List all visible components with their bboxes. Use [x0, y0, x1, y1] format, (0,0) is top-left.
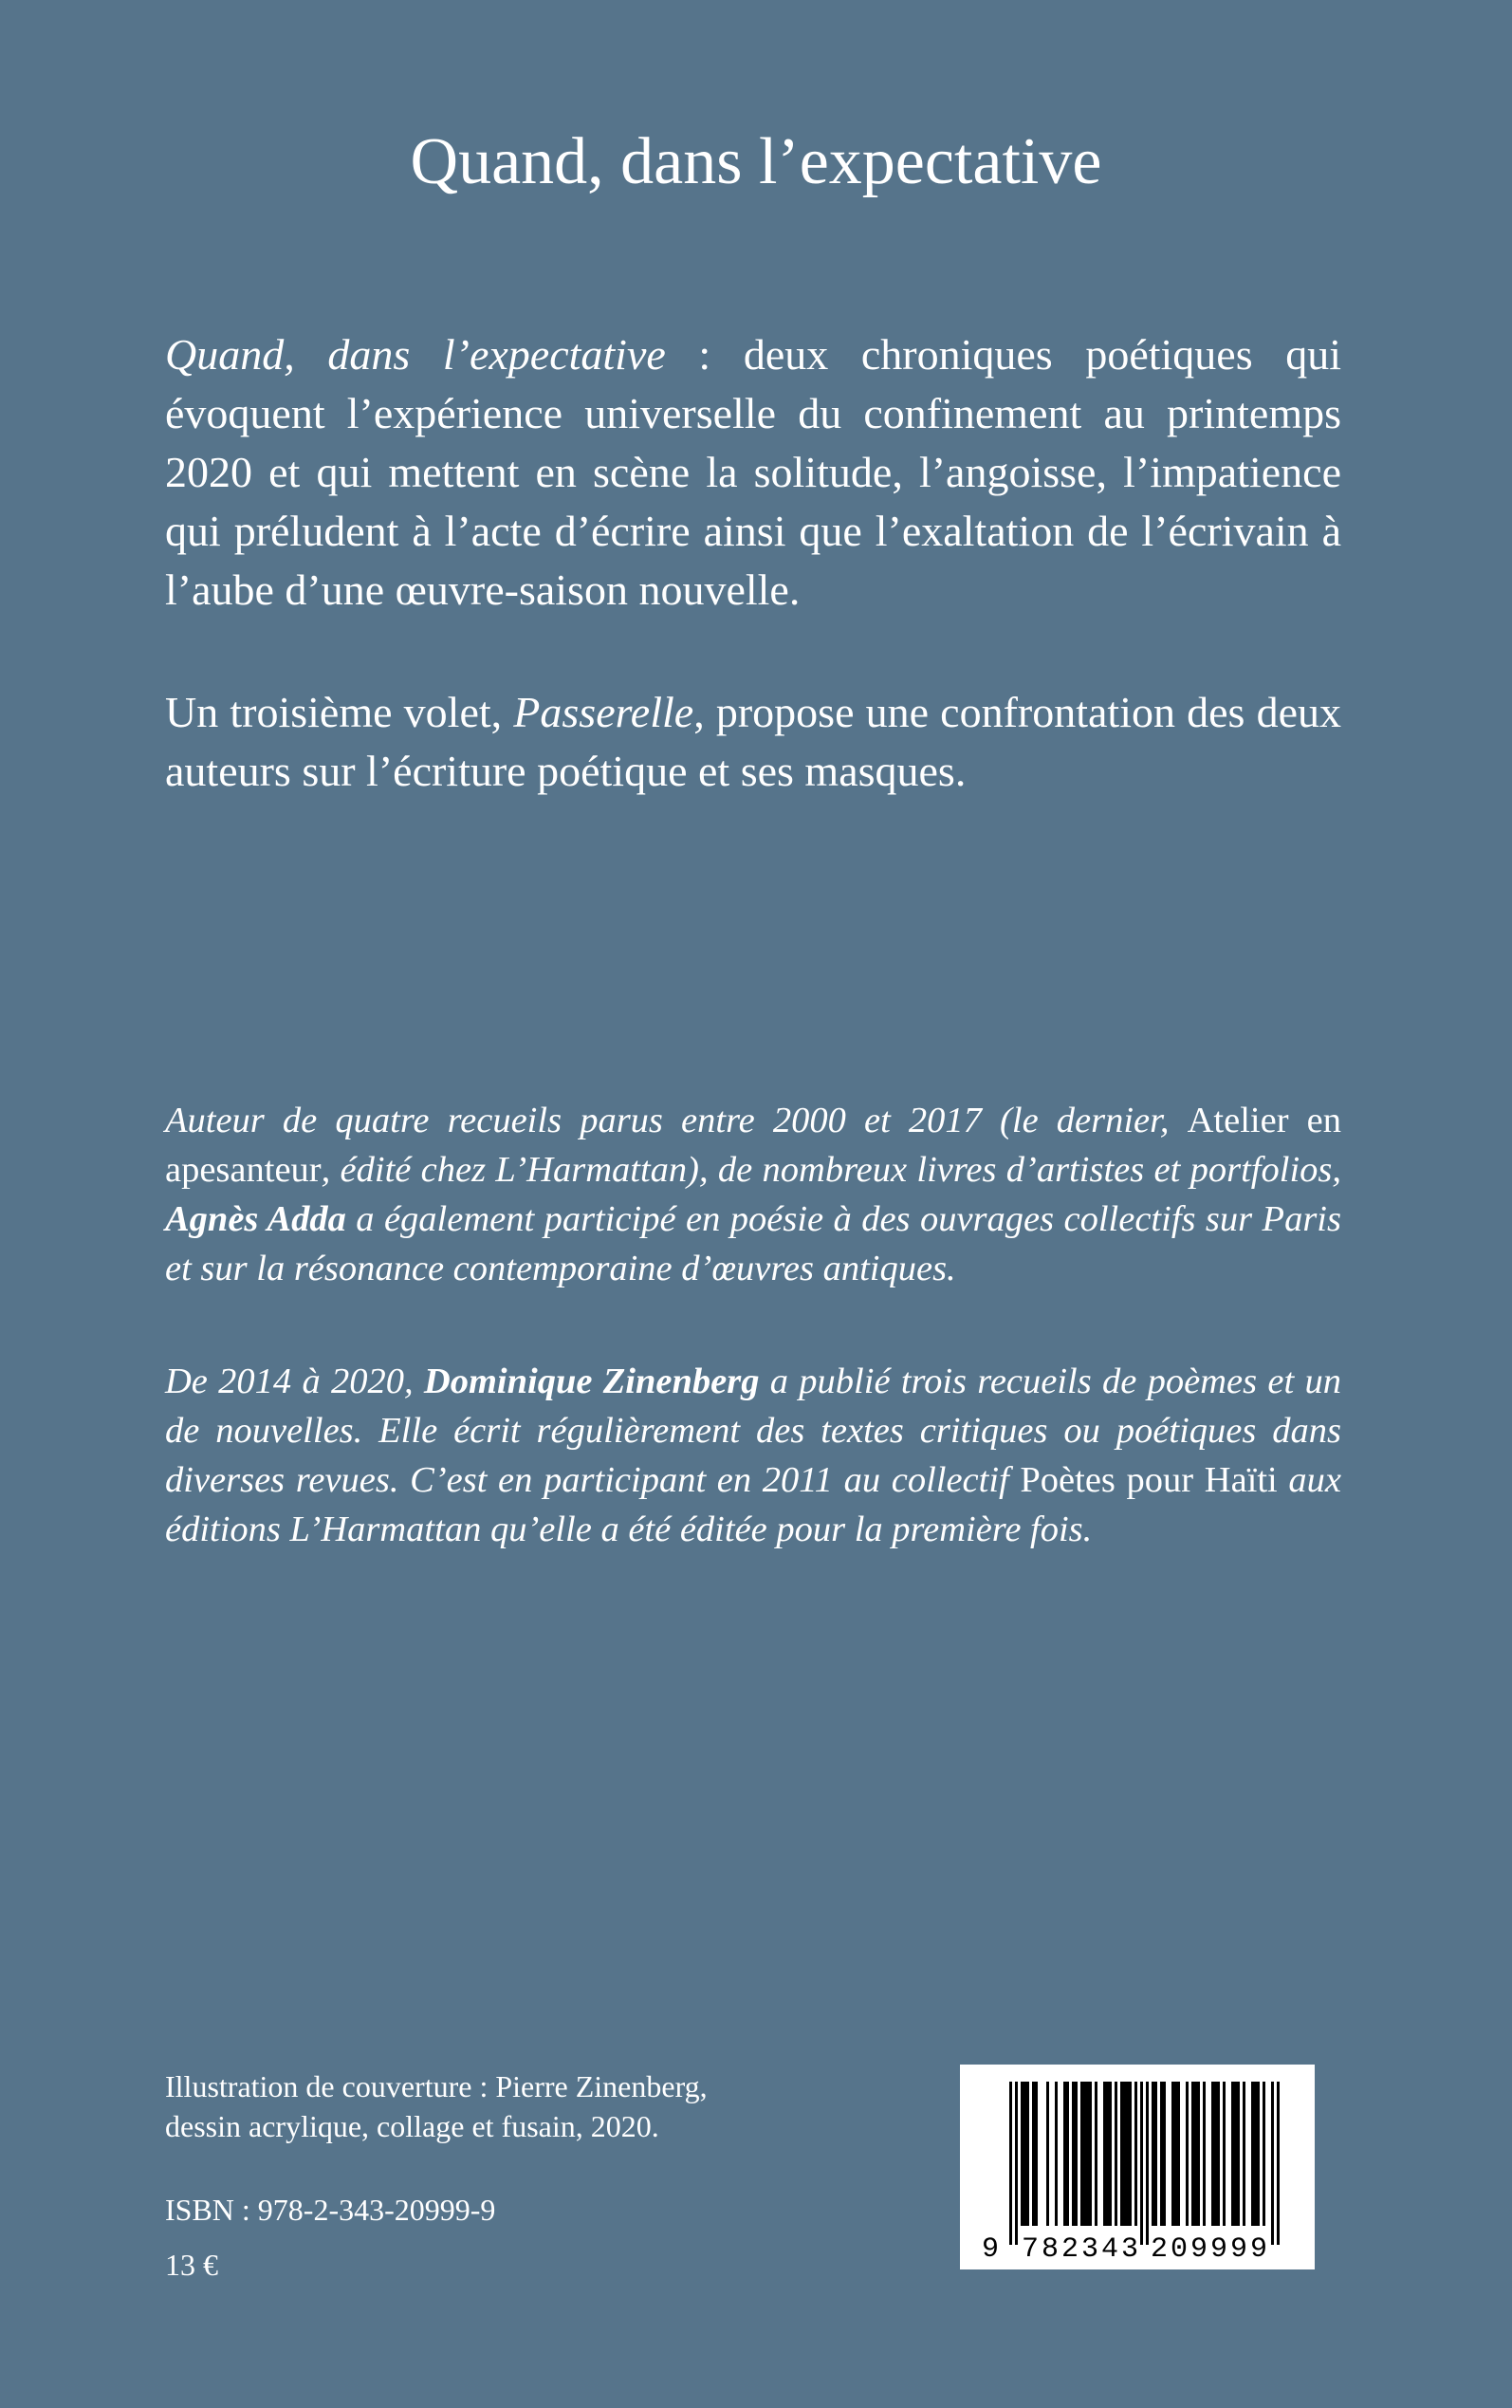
- barcode-bar: [1277, 2082, 1280, 2245]
- summary-paragraph-1: [165, 325, 1341, 620]
- bio1-part1: Auteur de quatre recueils parus entre 2000 et 2017 (le dernier,: [165, 1101, 1188, 1140]
- price: 13 €: [165, 2248, 218, 2282]
- barcode-bar: [1197, 2082, 1200, 2226]
- barcode-bar: [1075, 2082, 1078, 2226]
- barcode-bar: [1140, 2082, 1143, 2245]
- book-title: Quand, dans l’expectative: [410, 125, 1102, 198]
- barcode-bar: [1035, 2082, 1038, 2226]
- credit-line-2: dessin acrylique, collage et fusain, 2020.: [165, 2109, 659, 2143]
- bio1-part2: , édité chez L’Harmattan), de nombreux livres d’artistes et portfolios,: [321, 1150, 1341, 1190]
- barcode-bar: [1095, 2082, 1097, 2226]
- barcode-bar: [1023, 2082, 1026, 2226]
- bio1-part3: a également participé en poésie à des ouvrages collectifs sur Paris et sur la résonance contemporaine d’œuvres antiques.: [165, 1199, 1341, 1288]
- bio2-part2: a publié trois recueils de poèmes et un de nouvelles. Elle écrit régulièrement des textes critiques ou poétiques dans diverses revues. C’est en participant en 2011 au collectif: [165, 1361, 1341, 1500]
- summary-paragraph-2-text: , propose une confrontation des deux auteurs sur l’écriture poétique et ses masques.: [165, 688, 1342, 795]
- barcode-bar: [1237, 2082, 1240, 2226]
- barcode-bar: [1217, 2082, 1220, 2226]
- barcode-bar: [1171, 2082, 1174, 2226]
- barcode-bar: [1086, 2082, 1089, 2226]
- barcode-bar: [1177, 2082, 1180, 2226]
- barcode-bar: [1120, 2082, 1123, 2226]
- summary-paragraph-2-start: Un troisième volet,: [165, 688, 514, 736]
- barcode-bar: [1254, 2082, 1257, 2226]
- bio2-part3: aux éditions L’Harmattan qu’elle a été éditée pour la première fois.: [165, 1460, 1341, 1549]
- barcode-bar: [1083, 2082, 1086, 2226]
- barcode-bar: [1009, 2082, 1012, 2245]
- barcode-bar: [1271, 2082, 1274, 2245]
- barcode-bar: [1154, 2082, 1157, 2226]
- bio1-book-title: Atelier en apesanteur: [165, 1101, 1341, 1190]
- barcode-bar: [1263, 2082, 1265, 2226]
- summary-paragraph-2: [165, 683, 1341, 801]
- barcode-bar: [1134, 2082, 1137, 2226]
- summary-paragraph-1-text: : deux chroniques poétiques qui évoquent l’expérience universelle du confinement au printemps 2020 et qui mettent en scène la solitude, l’angoisse, l’impatience qui préludent à l’acte d’écrire ainsi que l’exaltation de l’écrivain à l’aube d’une œuvre-saison nouvelle.: [165, 330, 1342, 614]
- barcode-bar: [1123, 2082, 1126, 2226]
- barcode-bars: [1009, 2082, 1280, 2245]
- barcode-bar: [1174, 2082, 1177, 2226]
- barcode-bar: [1186, 2082, 1189, 2226]
- barcode-bar: [1072, 2082, 1075, 2226]
- barcode-bar: [1015, 2082, 1018, 2245]
- bio1-author-name: Agnès Adda: [165, 1199, 346, 1239]
- barcode-digits-right: 209999: [1150, 2233, 1271, 2266]
- barcode-bar: [1191, 2082, 1194, 2226]
- credit-line-1: Illustration de couverture : Pierre Zinenberg,: [165, 2069, 708, 2103]
- barcode-bar: [1063, 2082, 1066, 2226]
- barcode-bar: [1109, 2082, 1112, 2226]
- barcode-bar: [1046, 2082, 1049, 2226]
- barcode-bar: [1026, 2082, 1029, 2226]
- barcode-bar: [1103, 2082, 1106, 2226]
- bio2-collective-title: Poètes pour Haïti: [1020, 1460, 1278, 1500]
- barcode-bar: [1089, 2082, 1092, 2226]
- barcode-bar: [1243, 2082, 1245, 2226]
- barcode-bar: [1115, 2082, 1117, 2226]
- barcode-bar: [1214, 2082, 1217, 2226]
- barcode-bar: [1194, 2082, 1197, 2226]
- barcode-bar: [1106, 2082, 1109, 2226]
- barcode-bar: [1251, 2082, 1254, 2226]
- barcode-bar: [1234, 2082, 1237, 2226]
- barcode-bar: [1163, 2082, 1166, 2226]
- barcode-bar: [1257, 2082, 1260, 2226]
- barcode-bar: [1129, 2082, 1132, 2226]
- author-bio-zinenberg: [165, 1357, 1341, 1554]
- barcode-bar: [1203, 2082, 1206, 2226]
- barcode-bar: [1211, 2082, 1214, 2226]
- cover-illustration-credit: [165, 2066, 829, 2146]
- barcode-bar: [1032, 2082, 1035, 2226]
- barcode: [960, 2065, 1315, 2269]
- barcode-bar: [1160, 2082, 1163, 2226]
- isbn: ISBN : 978-2-343-20999-9: [165, 2193, 496, 2227]
- barcode-bar: [1066, 2082, 1069, 2226]
- barcode-bar: [1021, 2082, 1023, 2226]
- barcode-bar: [1223, 2082, 1226, 2226]
- barcode-bar: [1146, 2082, 1149, 2245]
- barcode-bar: [1231, 2082, 1234, 2226]
- barcode-bar: [1152, 2082, 1154, 2226]
- passerelle-italic: Passerelle: [513, 688, 694, 736]
- barcode-digits-left: 782343: [1021, 2233, 1142, 2266]
- barcode-graphic: [960, 2065, 1315, 2269]
- summary-title-italic: Quand, dans l’expectative: [165, 330, 666, 379]
- bio2-part1: De 2014 à 2020,: [165, 1361, 424, 1401]
- author-bio-adda: [165, 1096, 1341, 1293]
- bio2-author-name: Dominique Zinenberg: [423, 1361, 760, 1401]
- barcode-digit-lead: 9: [981, 2233, 1000, 2266]
- barcode-bar: [1126, 2082, 1129, 2226]
- barcode-bar: [1080, 2082, 1083, 2226]
- barcode-bar: [1055, 2082, 1058, 2226]
